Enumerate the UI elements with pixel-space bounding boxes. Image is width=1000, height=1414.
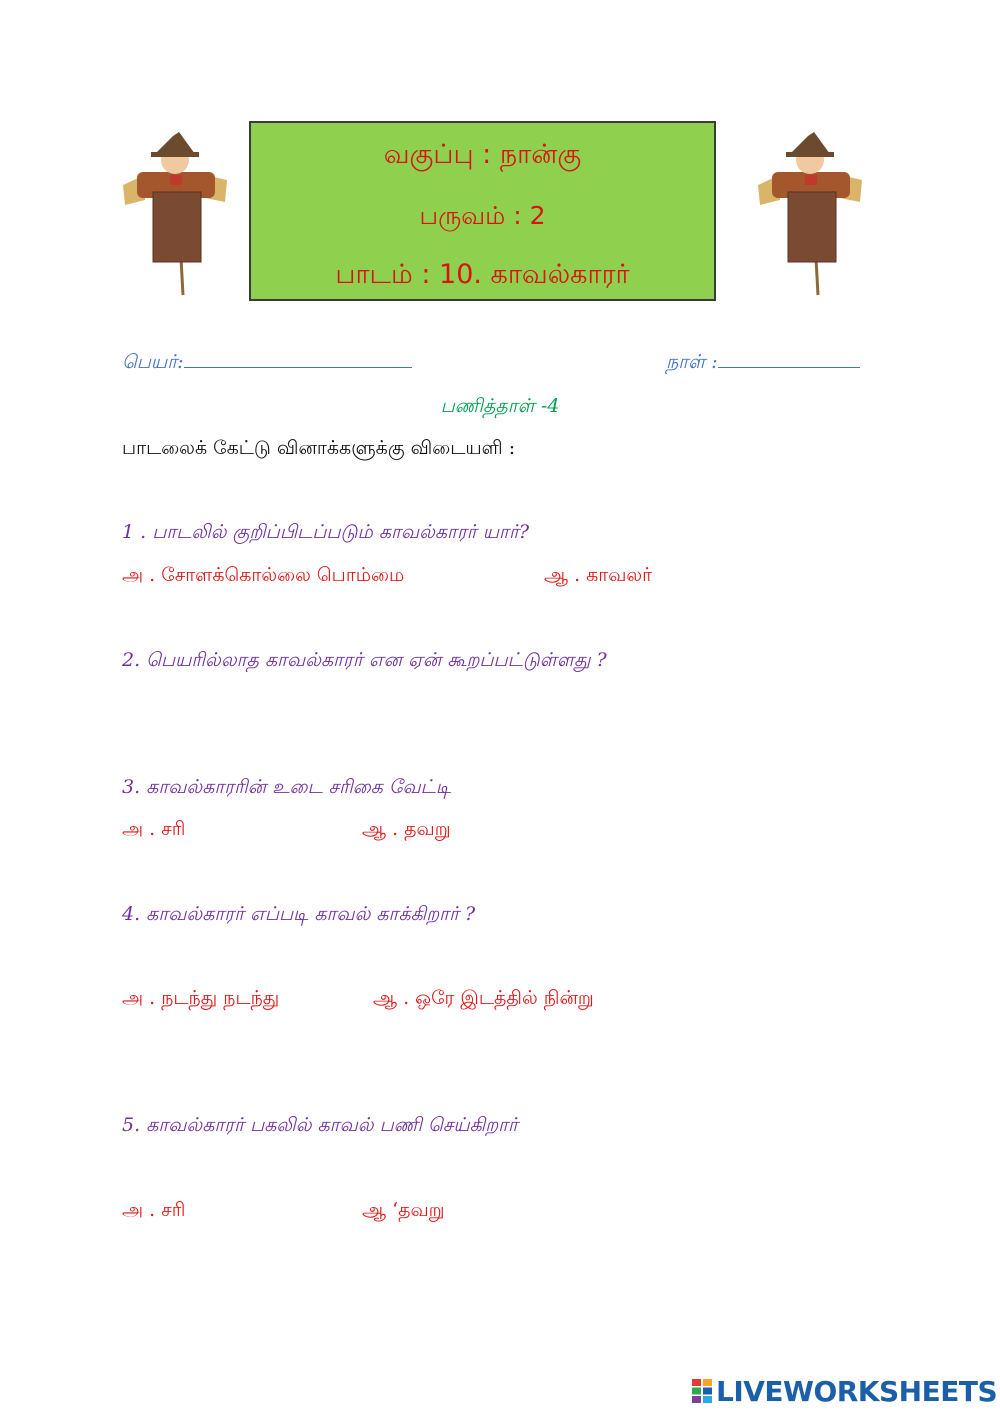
question-5: 5. காவல்காரர் பகலில் காவல் பணி செய்கிறார் (122, 1114, 518, 1136)
q4-option-b[interactable]: ஆ . ஒரே இடத்தில் நின்று (373, 987, 594, 1009)
question-1: 1 . பாடலில் குறிப்பிடப்படும் காவல்காரர் யார்? (122, 521, 530, 543)
logo-text: LIVEWORKSHEETS (716, 1374, 998, 1408)
q1-option-a[interactable]: அ . சோளக்கொல்லை பொம்மை (122, 564, 405, 586)
q5-option-a[interactable]: அ . சரி (122, 1199, 186, 1221)
name-field (122, 351, 412, 376)
worksheet-title: பணித்தாள் -4 (440, 395, 560, 417)
date-field (666, 351, 860, 376)
question-3: 3. காவல்காரரின் உடை சரிகை வேட்டி (122, 776, 451, 798)
header-box (249, 121, 716, 301)
q1-option-b[interactable]: ஆ . காவலர் (544, 564, 653, 586)
liveworksheets-logo-icon (692, 1379, 712, 1403)
date-input[interactable] (718, 367, 860, 368)
date-label: நாள் : (666, 351, 718, 373)
name-input[interactable] (184, 367, 412, 368)
question-2: 2. பெயரில்லாத காவல்காரர் என ஏன் கூறப்பட்டுள்ளது ? (122, 649, 607, 671)
q5-option-b[interactable]: ஆ ‘தவறு (362, 1199, 445, 1221)
class-line: வகுப்பு : நான்கு (383, 139, 582, 170)
q4-option-a[interactable]: அ . நடந்து நடந்து (122, 987, 280, 1009)
question-4: 4. காவல்காரர் எப்படி காவல் காக்கிறார் ? (122, 903, 476, 925)
scarecrow-image-right (750, 130, 870, 300)
instruction-text: பாடலைக் கேட்டு வினாக்களுக்கு விடையளி : (122, 437, 516, 459)
term-line: பருவம் : 2 (419, 201, 546, 230)
lesson-line: பாடம் : 10. காவல்காரர் (335, 259, 630, 290)
q3-option-b[interactable]: ஆ . தவறு (362, 818, 451, 840)
scarecrow-image-left (115, 130, 235, 300)
q3-option-a[interactable]: அ . சரி (122, 818, 186, 840)
liveworksheets-logo (692, 1376, 997, 1406)
name-label: பெயர்: (122, 351, 184, 373)
